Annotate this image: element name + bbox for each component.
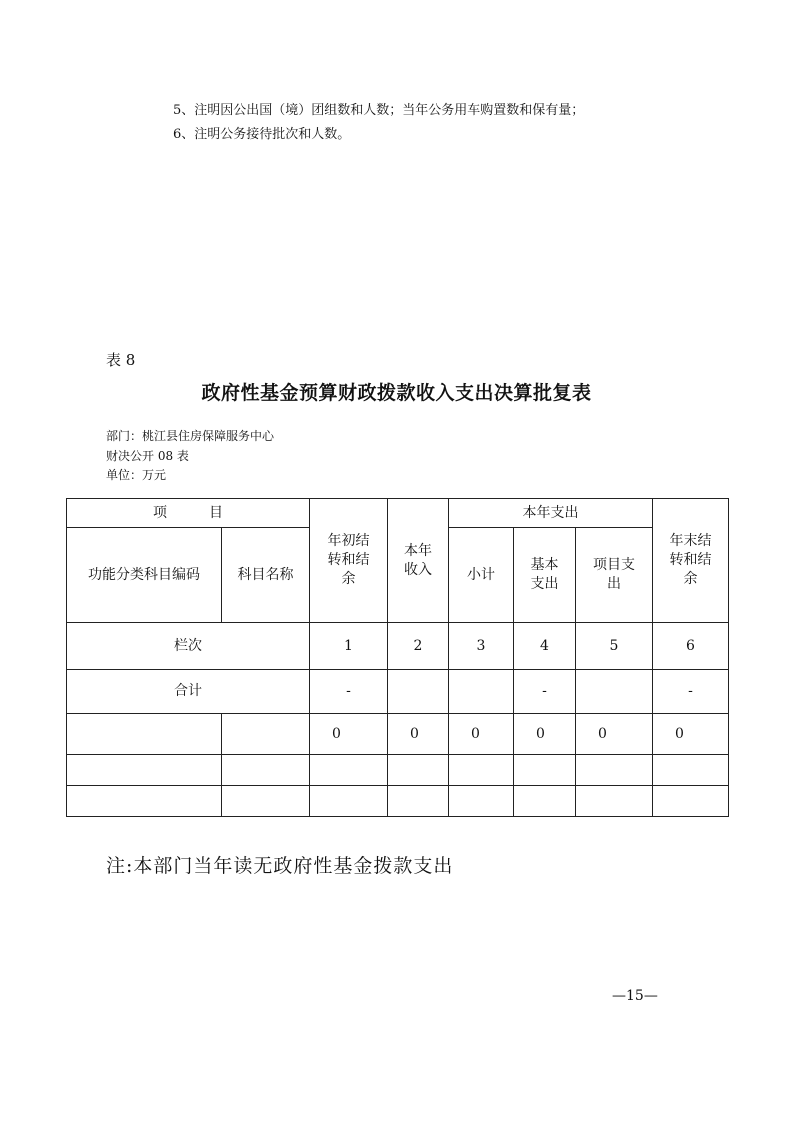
column-number: 6 (653, 623, 729, 670)
row-cell (449, 755, 514, 786)
row-cell (310, 786, 388, 817)
header-subtotal: 小计 (449, 528, 514, 623)
total-label: 合计 (67, 670, 310, 714)
row-name (222, 786, 310, 817)
total-cell (576, 670, 653, 714)
row-cell: 0 (449, 714, 514, 755)
page-title: 政府性基金预算财政拨款收入支出决算批复表 (201, 382, 592, 404)
row-cell: 0 (514, 714, 576, 755)
total-cell: - (310, 670, 388, 714)
table-row (67, 786, 729, 817)
row-name (222, 755, 310, 786)
column-number: 1 (310, 623, 388, 670)
row-name (222, 714, 310, 755)
page-number: —15— (612, 988, 658, 1004)
header-opening-balance: 年初结 转和结 余 (310, 499, 388, 623)
row-cell (514, 786, 576, 817)
header-code: 功能分类科目编码 (67, 528, 222, 623)
row-cell (388, 786, 449, 817)
form-code-label: 财决公开 08 表 (106, 449, 189, 463)
row-cell (388, 755, 449, 786)
footnote: 注:本部门当年读无政府性基金拨款支出 (106, 855, 454, 877)
row-cell (653, 755, 729, 786)
column-index-row (67, 623, 729, 670)
unit-label: 单位：万元 (106, 468, 167, 482)
header-item: 项 目 (67, 499, 310, 528)
row-cell (449, 786, 514, 817)
row-cell: 0 (310, 714, 388, 755)
row-cell (576, 755, 653, 786)
row-code (67, 714, 222, 755)
department-label: 部门：桃江县住房保障服务中心 (106, 429, 275, 443)
row-cell (310, 755, 388, 786)
header-closing-balance: 年末结 转和结 余 (653, 499, 729, 623)
table-number: 表 8 (106, 351, 136, 369)
table-row (67, 714, 729, 755)
row-cell (653, 786, 729, 817)
total-cell: - (514, 670, 576, 714)
row-cell: 0 (653, 714, 729, 755)
budget-table (66, 498, 729, 817)
column-number: 2 (388, 623, 449, 670)
row-cell (514, 755, 576, 786)
row-code (67, 755, 222, 786)
total-cell: - (653, 670, 729, 714)
row-code (67, 786, 222, 817)
column-number: 4 (514, 623, 576, 670)
row-cell (576, 786, 653, 817)
header-project: 项目支 出 (576, 528, 653, 623)
row-cell: 0 (576, 714, 653, 755)
row-cell: 0 (388, 714, 449, 755)
total-cell (449, 670, 514, 714)
table-row (67, 755, 729, 786)
total-cell (388, 670, 449, 714)
note-line-5: 5、注明因公出国（境）团组数和人数；当年公务用车购置数和保有量； (173, 103, 585, 118)
header-expenditure-group: 本年支出 (449, 499, 653, 528)
header-row-1 (67, 499, 729, 528)
note-line-6: 6、注明公务接待批次和人数。 (173, 127, 351, 142)
total-row (67, 670, 729, 714)
column-number: 5 (576, 623, 653, 670)
column-index-label: 栏次 (67, 623, 310, 670)
header-basic: 基本 支出 (514, 528, 576, 623)
header-income: 本年 收入 (388, 499, 449, 623)
column-number: 3 (449, 623, 514, 670)
header-name: 科目名称 (222, 528, 310, 623)
